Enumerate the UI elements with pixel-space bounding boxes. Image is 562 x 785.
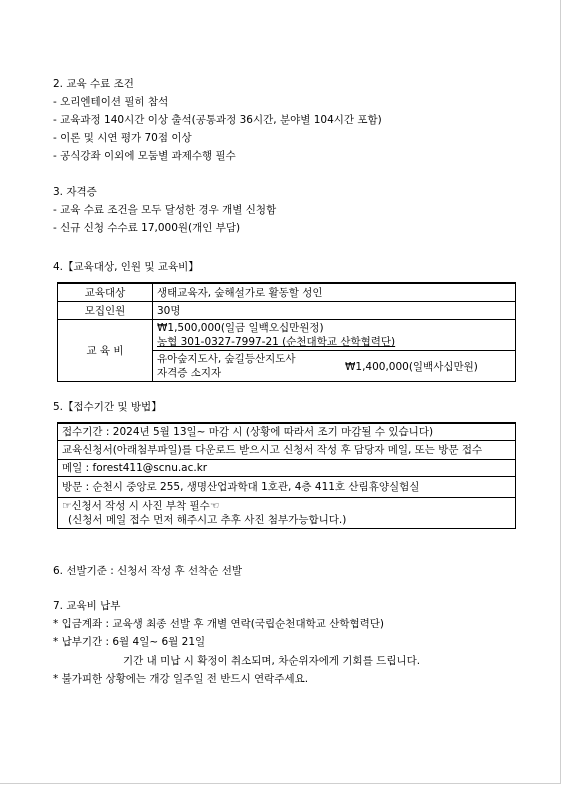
section-2-item: - 공식강좌 이외에 모둠별 과제수행 필수 <box>53 150 236 162</box>
visit-cell: 방문 : 순천시 중앙로 255, 생명산업과학대 1호관, 4층 411호 산림휴양실험실 <box>58 477 516 498</box>
section-3-title: 3. 자격증 <box>53 186 97 198</box>
fee-holder-cell <box>153 351 516 382</box>
section-7-period: * 납부기간 : 6월 4일~ 6월 21일 <box>53 636 206 648</box>
section-7-notice: * 불가피한 상황에는 개강 일주일 전 반드시 연락주세요. <box>53 673 309 685</box>
period-cell: 접수기간 : 2024년 5월 13일~ 마감 시 (상황에 따라서 조기 마감될 수 있습니다) <box>58 423 516 441</box>
section-4-title: 4.【교육대상, 인원 및 교육비】 <box>53 261 199 273</box>
fee-holder-line2: 자격증 소지자 <box>157 367 222 379</box>
table-row <box>58 283 516 302</box>
email-cell[interactable]: 메일 : forest411@scnu.ac.kr <box>58 460 516 477</box>
fee-general: ₩1,500,000(일금 일백오십만원정) <box>157 322 324 334</box>
target-value: 생태교육자, 숲해설가로 활동할 성인 <box>153 283 516 302</box>
section-7-account: * 입금계좌 : 교육생 최종 선발 후 개별 연락(국립순천대학교 산학협력단) <box>53 618 385 630</box>
fee-general-cell <box>153 320 516 351</box>
count-value: 30명 <box>153 302 516 320</box>
table-row <box>58 320 516 351</box>
count-label: 모집인원 <box>58 302 153 320</box>
photo-note: ☞신청서 작성 시 사진 부착 필수☜ <box>62 500 220 512</box>
target-label: 교육대상 <box>58 283 153 302</box>
section-2-title: 2. 교육 수료 조건 <box>53 78 134 90</box>
section-2-item: - 교육과정 140시간 이상 출석(공통과정 36시간, 분야별 104시간 포함) <box>53 114 382 126</box>
fee-label: 교 육 비 <box>58 320 153 382</box>
section-7-title: 7. 교육비 납부 <box>53 600 121 612</box>
section-5-title: 5.【접수기간 및 방법】 <box>53 401 162 413</box>
section-3-item: - 교육 수료 조건을 모두 달성한 경우 개별 신청함 <box>53 204 277 216</box>
table-row <box>58 477 516 498</box>
application-table <box>57 422 516 529</box>
table-row <box>58 302 516 320</box>
fee-account: 농협 301-0327-7997-21 (순천대학교 산학협력단) <box>157 336 396 348</box>
table-row <box>58 441 516 460</box>
section-2-item: - 이론 및 시연 평가 70점 이상 <box>53 132 192 144</box>
table-row <box>58 423 516 441</box>
section-3-item: - 신규 신청 수수료 17,000원(개인 부담) <box>53 222 241 234</box>
section-6-title: 6. 선발기준 : 신청서 작성 후 선착순 선발 <box>53 565 243 577</box>
education-info-table <box>57 282 516 382</box>
section-7-period-note: 기간 내 미납 시 확정이 취소되며, 차순위자에게 기회를 드립니다. <box>123 655 421 667</box>
photo-note-2: (신청서 메일 접수 먼저 해주시고 추후 사진 첨부가능합니다.) <box>68 514 347 526</box>
table-row <box>58 460 516 477</box>
fee-holder-line1: 유아숲지도사, 숲길등산지도사 <box>157 353 296 365</box>
table-row <box>58 498 516 529</box>
method-cell: 교육신청서(아래첨부파일)를 다운로드 받으시고 신청서 작성 후 담당자 메일, 또는 방문 접수 <box>58 441 516 460</box>
photo-note-cell <box>58 498 516 529</box>
section-2-item: - 오리엔테이션 필히 참석 <box>53 96 169 108</box>
fee-holder-amount: ₩1,400,000(일백사십만원) <box>345 361 478 373</box>
